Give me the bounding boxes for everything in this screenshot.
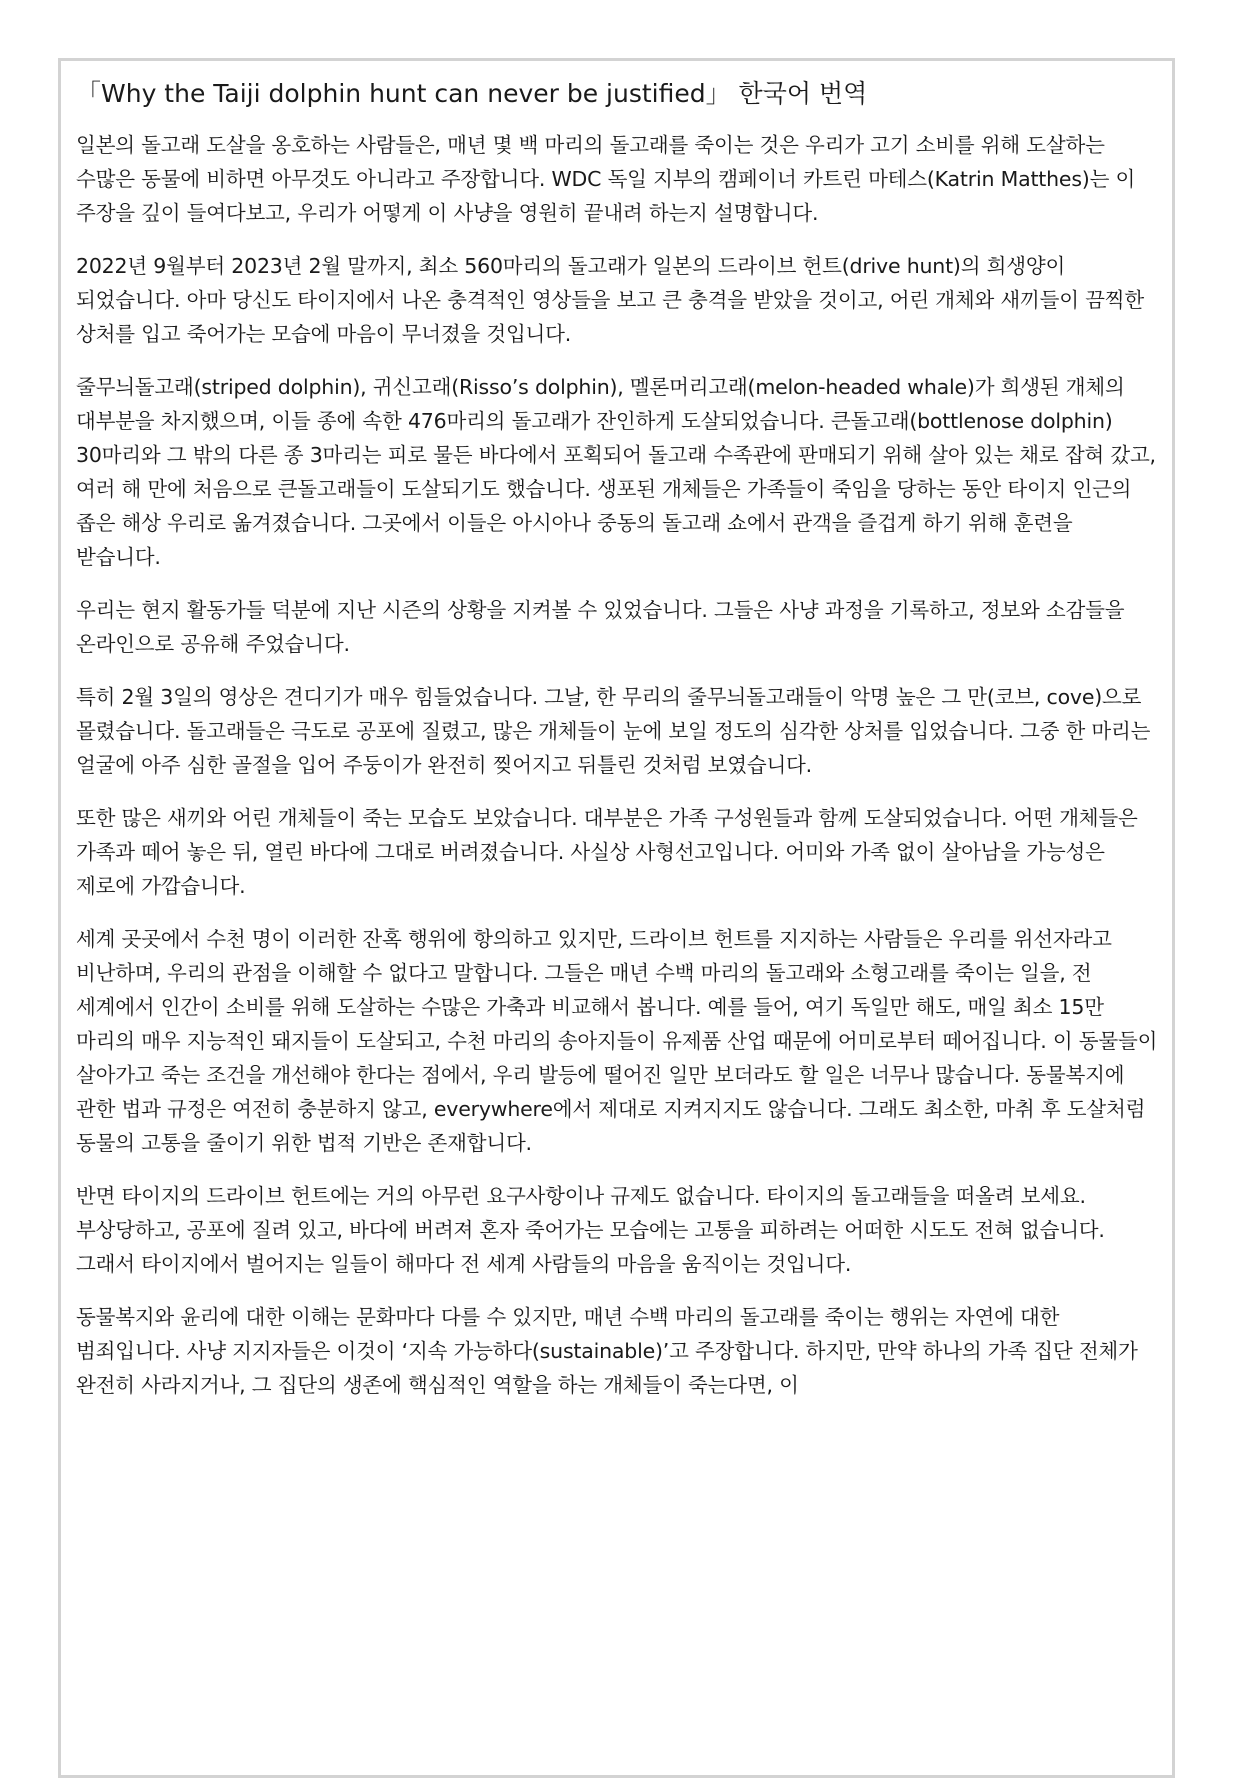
paragraph-1: 일본의 돌고래 도살을 옹호하는 사람들은, 매년 몇 백 마리의 돌고래를 죽이는 것은 우리가 고기 소비를 위해 도살하는 수많은 동물에 비하면 아무것도 아니라고 주장합니다. WDC 독일 지부의 캠페이너 카트린 마테스(Katrin Matthes)는 이 주장을 깊이 들여다보고, 우리가 어떻게 이 사냥을 영원히 끝내려 하는지 설명합니다. [76, 133, 1136, 225]
paragraph-4: 우리는 현지 활동가들 덕분에 지난 시즌의 상황을 지켜볼 수 있었습니다. 그들은 사냥 과정을 기록하고, 정보와 소감들을 온라인으로 공유해 주었습니다. [76, 598, 1125, 656]
paragraph-2: 2022년 9월부터 2023년 2월 말까지, 최소 560마리의 돌고래가 일본의 드라이브 헌트(drive hunt)의 희생양이 되었습니다. 아마 당신도 타이지에서 나온 충격적인 영상들을 보고 큰 충격을 받았을 것이고, 어린 개체와 새끼들이 끔찍한 상처를 입고 죽어가는 모습에 마음이 무너졌을 것입니다. [76, 254, 1144, 346]
paragraph-9: 동물복지와 윤리에 대한 이해는 문화마다 다를 수 있지만, 매년 수백 마리의 돌고래를 죽이는 행위는 자연에 대한 범죄입니다. 사냥 지지자들은 이것이 ‘지속 가능하다(sustainable)’고 주장합니다. 하지만, 만약 하나의 가족 집단 전체가 완전히 사라지거나, 그 집단의 생존에 핵심적인 역할을 하는 개체들이 죽는다면, 이 [76, 1305, 1138, 1397]
paragraph-7: 세계 곳곳에서 수천 명이 이러한 잔혹 행위에 항의하고 있지만, 드라이브 헌트를 지지하는 사람들은 우리를 위선자라고 비난하며, 우리의 관점을 이해할 수 없다고 말합니다. 그들은 매년 수백 마리의 돌고래와 소형고래를 죽이는 일을, 전 세계에서 인간이 소비를 위해 도살하는 수많은 가축과 비교해서 봅니다. 예를 들어, 여기 독일만 해도, 매일 최소 15만 마리의 매우 지능적인 돼지들이 도살되고, 수천 마리의 송아지들이 유제품 산업 때문에 어미로부터 떼어집니다. 이 동물들이 살아가고 죽는 조건을 개선해야 한다는 점에서, 우리 발등에 떨어진 일만 보더라도 할 일은 너무나 많습니다. 동물복지에 관한 법과 규정은 여전히 충분하지 않고, everywhere에서 제대로 지켜지지도 않습니다. 그래도 최소한, 마취 후 도살처럼 동물의 고통을 줄이기 위한 법적 기반은 존재합니다. [76, 927, 1158, 1155]
paragraph-5: 특히 2월 3일의 영상은 견디기가 매우 힘들었습니다. 그날, 한 무리의 줄무늬돌고래들이 악명 높은 그 만(코브, cove)으로 몰렸습니다. 돌고래들은 극도로 공포에 질렸고, 많은 개체들이 눈에 보일 정도의 심각한 상처를 입었습니다. 그중 한 마리는 얼굴에 아주 심한 골절을 입어 주둥이가 완전히 찢어지고 뒤틀린 것처럼 보였습니다. [76, 685, 1151, 777]
paragraph-8: 반면 타이지의 드라이브 헌트에는 거의 아무런 요구사항이나 규제도 없습니다. 타이지의 돌고래들을 떠올려 보세요. 부상당하고, 공포에 질려 있고, 바다에 버려져 혼자 죽어가는 모습에는 고통을 피하려는 어떠한 시도도 전혀 없습니다. 그래서 타이지에서 벌어지는 일들이 해마다 전 세계 사람들의 마음을 움직이는 것입니다. [76, 1184, 1105, 1276]
document-body [76, 74, 1162, 1421]
paragraph-3: 줄무늬돌고래(striped dolphin), 귀신고래(Risso’s dolphin), 멜론머리고래(melon-headed whale)가 희생된 개체의 대부분을 차지했으며, 이들 종에 속한 476마리의 돌고래가 잔인하게 도살되었습니다. 큰돌고래(bottlenose dolphin) 30마리와 그 밖의 다른 종 3마리는 피로 물든 바다에서 포획되어 돌고래 수족관에 판매되기 위해 살아 있는 채로 잡혀 갔고, 여러 해 만에 처음으로 큰돌고래들이 도살되기도 했습니다. 생포된 개체들은 가족들이 죽임을 당하는 동안 타이지 인근의 좁은 해상 우리로 옮겨졌습니다. 그곳에서 이들은 아시아나 중동의 돌고래 쇼에서 관객을 즐겁게 하기 위해 훈련을 받습니다. [76, 375, 1156, 569]
document-title: 「Why the Taiji dolphin hunt can never be justified」 한국어 번역 [76, 79, 868, 108]
paragraph-6: 또한 많은 새끼와 어린 개체들이 죽는 모습도 보았습니다. 대부분은 가족 구성원들과 함께 도살되었습니다. 어떤 개체들은 가족과 떼어 놓은 뒤, 열린 바다에 그대로 버려졌습니다. 사실상 사형선고입니다. 어미와 가족 없이 살아남을 가능성은 제로에 가깝습니다. [76, 806, 1138, 898]
